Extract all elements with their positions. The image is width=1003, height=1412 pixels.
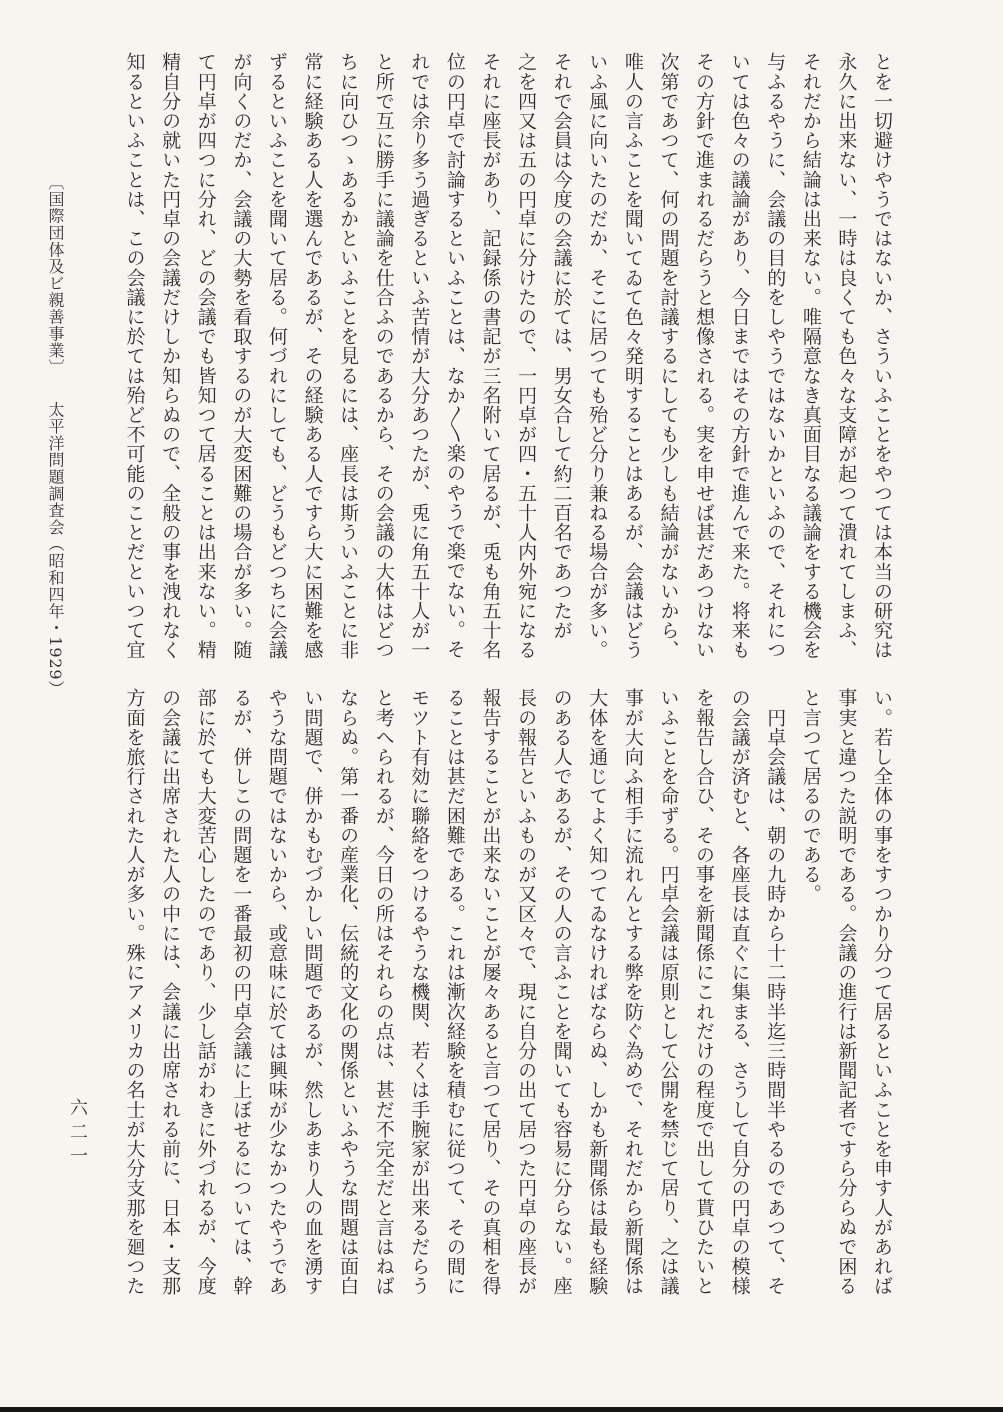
text-column: い問題で、併かもむづかしい問題であるが、然しあまり人の血を湧す [301,688,324,1296]
text-column: れでは余り多う過ぎるといふ苦情が大分あつたが、兎に角五十人が一 [408,52,431,660]
text-column: それだから結論は出来ない。唯隔意なき真面目なる議論をする機会を [799,52,822,660]
text-column: 永久に出来ない、一時は良くても色々な支障が起つて潰れてしまふ、 [835,52,858,660]
text-column: 事実と違つた説明である。会議の進行は新聞記者ですら分らぬで困る [835,688,858,1296]
text-column: 常に経験ある人を選んであるが、その経験ある人ですら大に困難を感 [301,52,324,660]
text-column: ることは甚だ困難である。これは漸次経験を積むに従つて、その間に [443,688,466,1296]
running-head: 〔国際団体及ビ親善事業〕 太平洋問題調査会（昭和四年・1929） [46,174,65,698]
text-column: それに座長があり、記録係の書記が三名附いて居るが、兎も角五十名 [479,52,502,660]
text-column: と言つて居るのである。 [799,688,822,904]
text-column: ちに向ひつゝあるかといふことを見るには、座長は斯ういふことに非 [337,52,360,660]
text-column: るが、併しこの問題を一番最初の円卓会議に上ぼせるについては、幹 [230,688,253,1296]
text-column: のある人であるが、その人の言ふことを聞いても容易に分らない。座 [550,688,573,1296]
text-column: 位の円卓で討論するといふことは、なか〱楽のやうで楽でない。そ [443,52,466,659]
top-text-block [116,52,899,664]
text-column: て円卓が四つに分れ、どの会議でも皆知つて居ることは出来ない。精 [194,52,217,660]
text-column: 部に於ても大変苦心したのであり、少し話がわきに外づれるが、今度 [194,688,217,1296]
text-column: 方面を旅行された人が多い。殊にアメリカの名士が大分支那を廻つた [123,688,146,1296]
text-column: 事が大向ふ相手に流れんとする弊を防ぐ為めで、それだから新聞係は [621,688,644,1296]
text-column: 精自分の就いた円卓の会議だけしか知らぬので、全般の事を洩れなく [159,52,182,660]
text-column: やうな問題ではないから、或意味に於ては興味が少なかつたやうであ [265,688,288,1296]
text-column: い。若し全体の事をすつかり分つて居るといふことを申す人があれば [871,688,893,1296]
text-column: 次第であつて、何の問題を討議するにしても少しも結論がないから、 [657,52,680,660]
text-column: 唯人の言ふことを聞いてゐて色々発明することはあるが、会議はどう [621,52,644,660]
scan-edge-shadow [0,1407,1003,1412]
text-column: 長の報告といふものが又区々で、現に自分の出て居つた円卓の座長が [515,688,538,1296]
text-column: とを一切避けやうではないか、さういふことをやつては本当の研究は [871,52,893,660]
bottom-text-block [116,688,899,1314]
text-column: と考へられるが、今日の所はそれらの点は、甚だ不完全だと言はねば [372,688,395,1296]
text-column: 円卓会議は、朝の九時から十二時半迄三時間半やるのであつて、そ [764,688,787,1296]
page-number: 六二一 [67,1098,88,1170]
text-column: その方針で進まれるだらうと想像される。実を申せば甚だあつけない [693,52,716,660]
text-column: 大体を通じてよく知つてゐなければならぬ、しかも新聞係は最も経験 [586,688,609,1296]
text-column: ならぬ。第一番の産業化、伝統的文化の関係といふやうな問題は面白 [337,688,360,1296]
text-column: それで会員は今度の会議に於ては、男女合して約二百名であつたが [550,52,573,640]
text-column: 与ふるやうに、会議の目的をしやうではないかといふので、それにつ [764,52,787,660]
text-column: 之を四又は五の円卓に分けたので、一円卓が四・五十人内外宛になる [515,52,538,660]
text-column: と所で互に勝手に議論を仕合ふのであるから、その会議の大体はどつ [372,52,395,660]
text-column: モツト有効に聯絡をつけるやうな機関、若くは手腕家が出来るだらう [408,688,431,1296]
text-column: いふ風に向いたのだか、そこに居つても殆ど分り兼ねる場合が多い。 [586,52,609,660]
text-column: を報告し合ひ、その事を新聞係にこれだけの程度で出して貰ひたいと [693,688,716,1296]
text-column: 知るといふことは、この会議に於ては殆ど不可能のことだといつて宜 [123,52,146,660]
text-column: いふことを命ずる。円卓会議は原則として公開を禁じて居り、之は議 [657,688,680,1296]
text-column: が向くのだか、会議の大勢を看取するのが大変困難の場合が多い。随 [230,52,253,660]
text-column: の会議に出席された人の中には、会議に出席される前に、日本・支那 [159,688,182,1296]
text-column: 報告することが出来ないことが屡々あると言つて居り、その真相を得 [479,688,502,1296]
text-column: ずるといふことを聞いて居る。何づれにしても、どうもどつちに会議 [265,52,288,660]
text-column: いては色々の議論があり、今日まではその方針で進んで来た。将来も [728,52,751,660]
text-column: の会議が済むと、各座長は直ぐに集まる、さうして自分の円卓の模様 [728,688,751,1296]
